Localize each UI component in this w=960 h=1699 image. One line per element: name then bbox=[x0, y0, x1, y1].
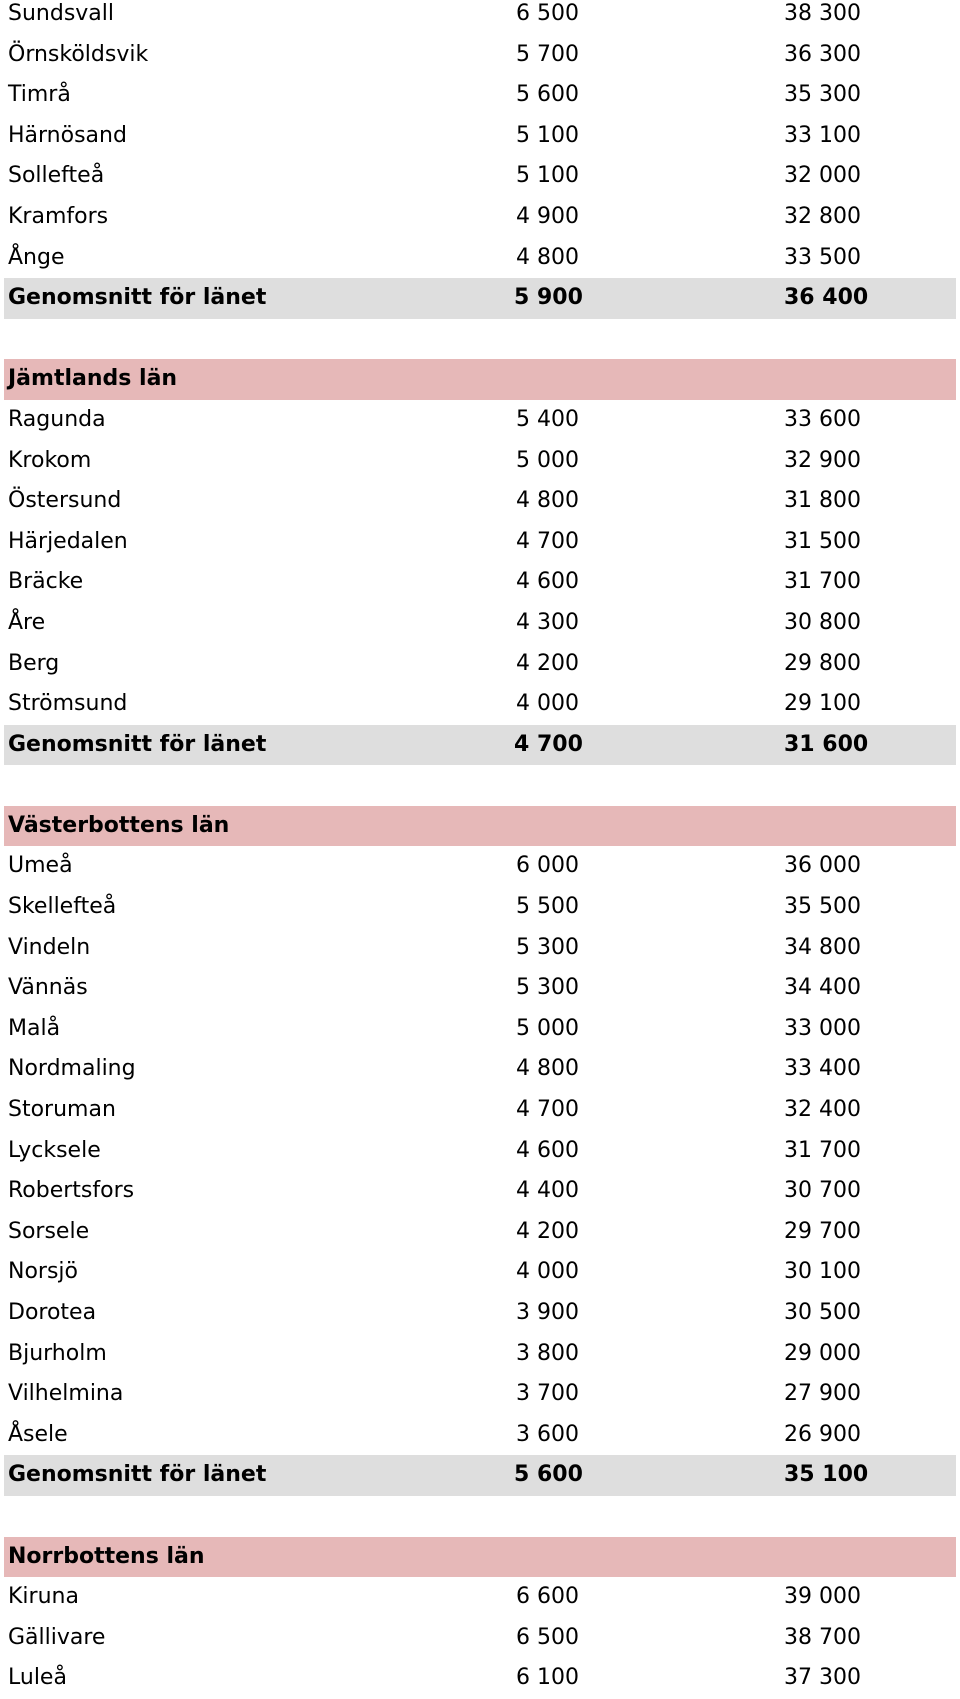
table-row bbox=[4, 603, 956, 644]
municipality-name: Härjedalen bbox=[8, 528, 128, 554]
municipality-name: Bräcke bbox=[8, 569, 84, 595]
table-row bbox=[4, 1334, 956, 1375]
value-column-1: 5 900 bbox=[514, 285, 583, 311]
municipality-name: Luleå bbox=[8, 1665, 67, 1691]
table-row bbox=[4, 562, 956, 603]
county-average-row bbox=[4, 1455, 956, 1496]
municipality-name: Vindeln bbox=[8, 934, 91, 960]
value-column-1: 5 400 bbox=[516, 406, 579, 432]
value-column-1: 4 000 bbox=[516, 691, 579, 717]
value-column-1: 6 100 bbox=[516, 1665, 579, 1691]
municipality-name: Örnsköldsvik bbox=[8, 41, 149, 67]
municipality-name: Ånge bbox=[8, 244, 65, 270]
county-average-row bbox=[4, 278, 956, 319]
value-column-1: 5 500 bbox=[516, 894, 579, 920]
value-column-1: 4 200 bbox=[516, 1218, 579, 1244]
value-column-2: 33 100 bbox=[784, 122, 861, 148]
value-column-2: 35 300 bbox=[784, 82, 861, 108]
municipality-name: Robertsfors bbox=[8, 1178, 135, 1204]
county-header-row bbox=[4, 359, 956, 400]
municipality-name: Malå bbox=[8, 1015, 61, 1041]
value-column-1: 5 100 bbox=[516, 163, 579, 189]
table-row bbox=[4, 1577, 956, 1618]
municipality-name: Härnösand bbox=[8, 122, 127, 148]
value-column-1: 4 800 bbox=[516, 1056, 579, 1082]
value-column-1: 5 600 bbox=[514, 1462, 583, 1488]
value-column-1: 5 300 bbox=[516, 975, 579, 1001]
table-row bbox=[4, 1293, 956, 1334]
table-row bbox=[4, 0, 956, 35]
value-column-2: 32 900 bbox=[784, 447, 861, 473]
value-column-2: 31 700 bbox=[784, 1137, 861, 1163]
table-row bbox=[4, 684, 956, 725]
municipality-name: Dorotea bbox=[8, 1300, 97, 1325]
value-column-1: 4 200 bbox=[516, 650, 579, 676]
value-column-1: 5 100 bbox=[516, 122, 579, 148]
value-column-1: 6 600 bbox=[516, 1584, 579, 1610]
value-column-2: 36 000 bbox=[784, 853, 861, 879]
value-column-1: 4 900 bbox=[516, 203, 579, 229]
value-column-2: 30 700 bbox=[784, 1178, 861, 1204]
value-column-2: 38 300 bbox=[784, 1, 861, 26]
table-row bbox=[4, 1131, 956, 1172]
value-column-2: 36 300 bbox=[784, 41, 861, 67]
municipality-name: Umeå bbox=[8, 853, 73, 879]
municipality-name: Nordmaling bbox=[8, 1056, 136, 1082]
value-column-1: 4 700 bbox=[516, 528, 579, 554]
table-row bbox=[4, 116, 956, 157]
average-label: Genomsnitt för länet bbox=[8, 1462, 267, 1488]
value-column-1: 4 700 bbox=[516, 1097, 579, 1123]
table-row bbox=[4, 238, 956, 279]
value-column-2: 33 000 bbox=[784, 1015, 861, 1041]
value-column-2: 32 400 bbox=[784, 1097, 861, 1123]
municipality-name: Berg bbox=[8, 650, 60, 676]
table-row bbox=[4, 644, 956, 685]
value-column-2: 35 500 bbox=[784, 894, 861, 920]
municipality-name: Sollefteå bbox=[8, 163, 105, 189]
county-name: Norrbottens län bbox=[8, 1543, 205, 1569]
municipality-table bbox=[4, 0, 956, 1699]
table-row bbox=[4, 1009, 956, 1050]
table-row bbox=[4, 441, 956, 482]
value-column-1: 3 600 bbox=[516, 1421, 579, 1447]
value-column-2: 30 800 bbox=[784, 609, 861, 635]
value-column-1: 4 300 bbox=[516, 609, 579, 635]
table-row bbox=[4, 846, 956, 887]
municipality-name: Norsjö bbox=[8, 1259, 78, 1285]
table-row bbox=[4, 1090, 956, 1131]
value-column-2: 29 100 bbox=[784, 691, 861, 717]
county-name: Västerbottens län bbox=[8, 812, 230, 838]
value-column-2: 31 600 bbox=[784, 731, 869, 757]
table-row bbox=[4, 481, 956, 522]
municipality-name: Sundsvall bbox=[8, 1, 115, 26]
value-column-1: 5 000 bbox=[516, 1015, 579, 1041]
municipality-name: Vilhelmina bbox=[8, 1381, 124, 1407]
value-column-1: 5 700 bbox=[516, 41, 579, 67]
value-column-2: 33 500 bbox=[784, 244, 861, 270]
table-row bbox=[4, 1618, 956, 1659]
value-column-1: 4 600 bbox=[516, 569, 579, 595]
table-row bbox=[4, 35, 956, 76]
value-column-2: 31 800 bbox=[784, 488, 861, 514]
value-column-1: 6 500 bbox=[516, 1624, 579, 1650]
table-row bbox=[4, 1374, 956, 1415]
value-column-1: 4 800 bbox=[516, 488, 579, 514]
county-average-row bbox=[4, 725, 956, 766]
table-row bbox=[4, 1415, 956, 1456]
value-column-2: 35 100 bbox=[784, 1462, 869, 1488]
row-spacer bbox=[4, 765, 956, 806]
municipality-name: Ragunda bbox=[8, 406, 106, 432]
municipality-name: Bjurholm bbox=[8, 1340, 107, 1366]
value-column-1: 4 700 bbox=[514, 731, 583, 757]
value-column-1: 5 000 bbox=[516, 447, 579, 473]
value-column-1: 4 800 bbox=[516, 244, 579, 270]
municipality-name: Lycksele bbox=[8, 1137, 101, 1163]
value-column-2: 31 500 bbox=[784, 528, 861, 554]
value-column-1: 4 400 bbox=[516, 1178, 579, 1204]
average-label: Genomsnitt för länet bbox=[8, 731, 267, 757]
value-column-1: 5 600 bbox=[516, 82, 579, 108]
municipality-name: Skellefteå bbox=[8, 894, 117, 920]
value-column-2: 29 000 bbox=[784, 1340, 861, 1366]
table-row bbox=[4, 156, 956, 197]
table-row bbox=[4, 887, 956, 928]
table-row bbox=[4, 968, 956, 1009]
municipality-name: Storuman bbox=[8, 1097, 116, 1123]
value-column-2: 36 400 bbox=[784, 285, 869, 311]
value-column-1: 6 500 bbox=[516, 1, 579, 26]
value-column-1: 4 000 bbox=[516, 1259, 579, 1285]
municipality-name: Åre bbox=[8, 609, 46, 635]
value-column-1: 3 900 bbox=[516, 1300, 579, 1325]
value-column-2: 34 400 bbox=[784, 975, 861, 1001]
row-spacer bbox=[4, 1496, 956, 1537]
value-column-2: 30 500 bbox=[784, 1300, 861, 1325]
municipality-name: Timrå bbox=[8, 82, 71, 108]
table-row bbox=[4, 1049, 956, 1090]
value-column-2: 29 800 bbox=[784, 650, 861, 676]
table-row bbox=[4, 197, 956, 238]
value-column-2: 27 900 bbox=[784, 1381, 861, 1407]
table-row bbox=[4, 1252, 956, 1293]
value-column-2: 34 800 bbox=[784, 934, 861, 960]
municipality-name: Östersund bbox=[8, 488, 122, 514]
table-row bbox=[4, 1658, 956, 1699]
value-column-2: 26 900 bbox=[784, 1421, 861, 1447]
table-row bbox=[4, 400, 956, 441]
value-column-1: 3 700 bbox=[516, 1381, 579, 1407]
value-column-2: 33 600 bbox=[784, 406, 861, 432]
value-column-2: 39 000 bbox=[784, 1584, 861, 1610]
municipality-name: Strömsund bbox=[8, 691, 128, 717]
county-header-row bbox=[4, 806, 956, 847]
value-column-2: 31 700 bbox=[784, 569, 861, 595]
table-row bbox=[4, 1212, 956, 1253]
average-label: Genomsnitt för länet bbox=[8, 285, 267, 311]
municipality-name: Sorsele bbox=[8, 1218, 90, 1244]
municipality-name: Vännäs bbox=[8, 975, 88, 1001]
table-row bbox=[4, 522, 956, 563]
row-spacer bbox=[4, 319, 956, 360]
value-column-2: 38 700 bbox=[784, 1624, 861, 1650]
table-row bbox=[4, 75, 956, 116]
table-row bbox=[4, 1171, 956, 1212]
value-column-1: 6 000 bbox=[516, 853, 579, 879]
municipality-name: Krokom bbox=[8, 447, 92, 473]
county-name: Jämtlands län bbox=[8, 366, 178, 392]
county-header-row bbox=[4, 1537, 956, 1578]
municipality-name: Kramfors bbox=[8, 203, 109, 229]
value-column-1: 5 300 bbox=[516, 934, 579, 960]
municipality-name: Gällivare bbox=[8, 1624, 106, 1650]
value-column-2: 32 000 bbox=[784, 163, 861, 189]
value-column-1: 3 800 bbox=[516, 1340, 579, 1366]
municipality-name: Åsele bbox=[8, 1421, 68, 1447]
table-row bbox=[4, 928, 956, 969]
value-column-1: 4 600 bbox=[516, 1137, 579, 1163]
value-column-2: 30 100 bbox=[784, 1259, 861, 1285]
value-column-2: 37 300 bbox=[784, 1665, 861, 1691]
value-column-2: 29 700 bbox=[784, 1218, 861, 1244]
value-column-2: 33 400 bbox=[784, 1056, 861, 1082]
value-column-2: 32 800 bbox=[784, 203, 861, 229]
municipality-name: Kiruna bbox=[8, 1584, 79, 1610]
